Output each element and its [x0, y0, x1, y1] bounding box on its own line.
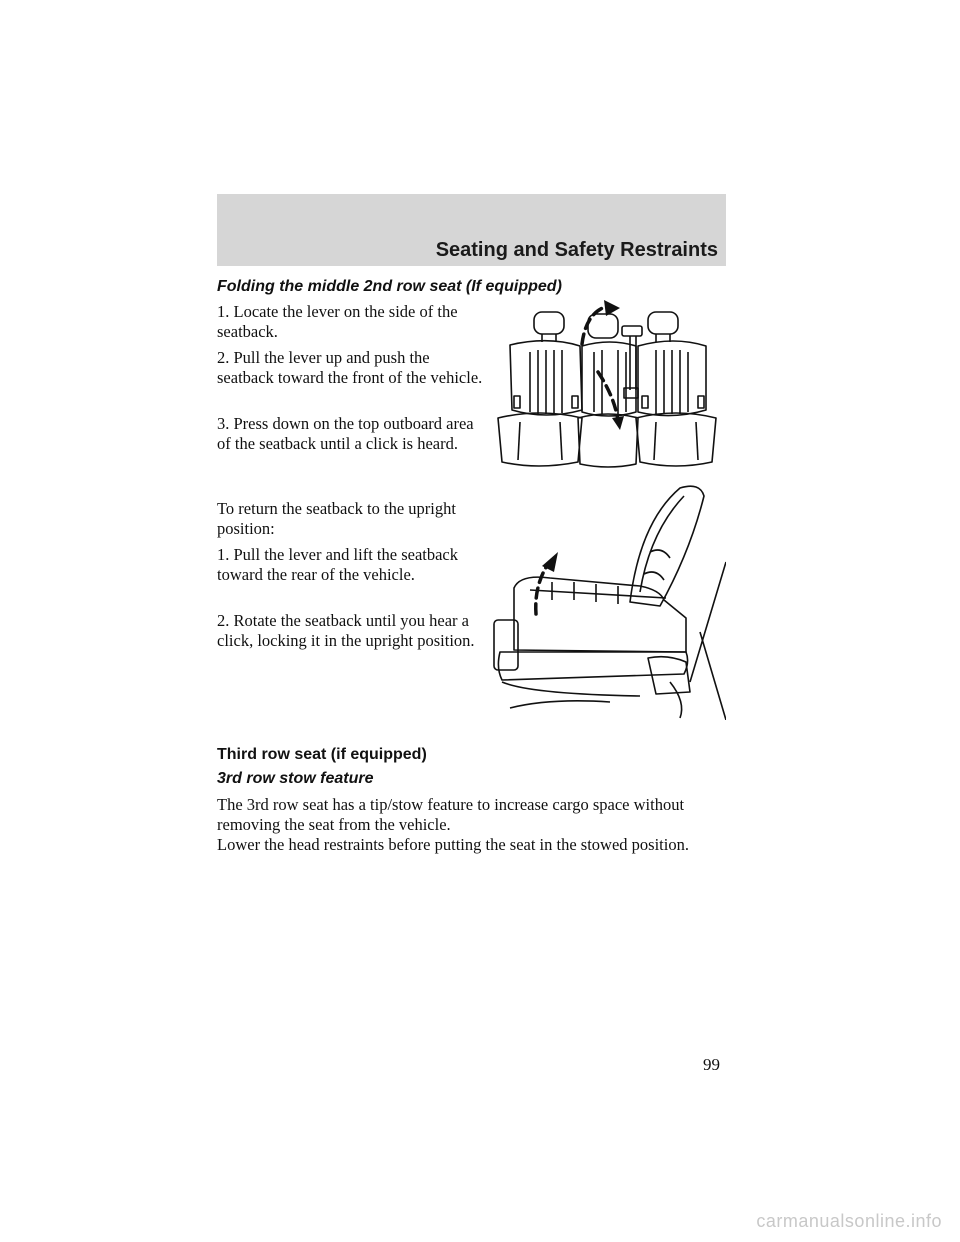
- seats-front-illustration: [490, 300, 726, 468]
- step-2: 2. Pull the lever up and push the seatback toward the front of the vehicle.: [217, 348, 483, 387]
- subsection-heading-stow: 3rd row stow feature: [217, 770, 374, 787]
- return-step-1: 1. Pull the lever and lift the seatback toward the rear of the vehicle.: [217, 545, 459, 584]
- section-heading-third-row: Third row seat (if equipped): [217, 746, 427, 763]
- watermark: carmanualsonline.info: [756, 1211, 942, 1231]
- stow-description: The 3rd row seat has a tip/stow feature to increase cargo space without removing the seat from the vehicle.: [217, 795, 685, 834]
- seat-folded-illustration: [490, 482, 726, 720]
- return-intro: To return the seatback to the upright position:: [217, 499, 456, 538]
- subsection-heading-folding: Folding the middle 2nd row seat (If equipped): [217, 278, 562, 295]
- section-title: Seating and Safety Restraints: [435, 239, 718, 261]
- section-header-band: [217, 194, 726, 266]
- page-number: 99: [703, 1055, 720, 1074]
- step-1: 1. Locate the lever on the side of the seatback.: [217, 302, 458, 341]
- return-step-2: 2. Rotate the seatback until you hear a click, locking it in the upright position.: [217, 611, 475, 650]
- step-3: 3. Press down on the top outboard area of the seatback until a click is heard.: [217, 414, 474, 453]
- stow-instruction: Lower the head restraints before putting the seat in the stowed position.: [217, 835, 689, 854]
